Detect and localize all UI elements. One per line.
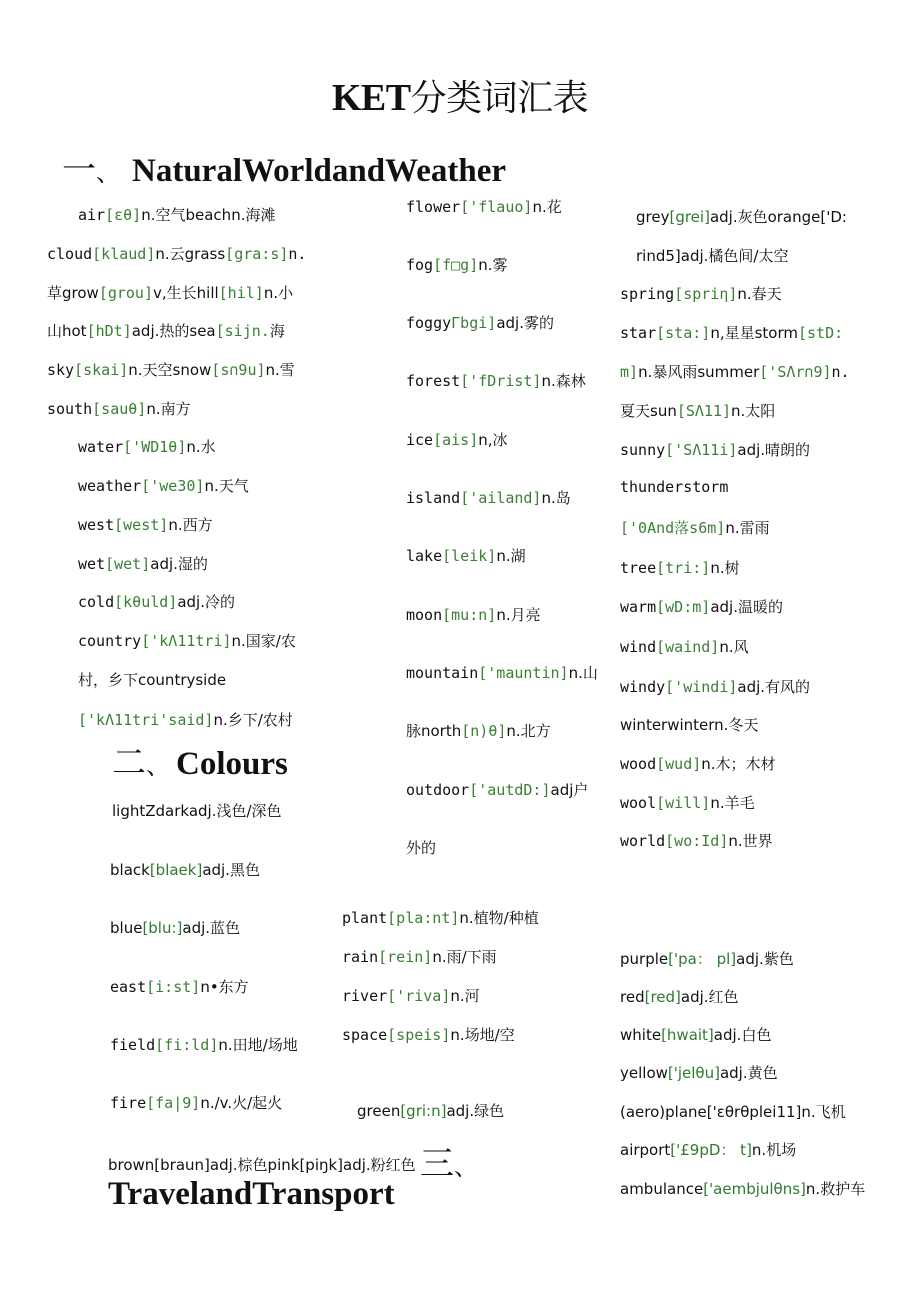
- entry-sunny: sunny['SΛ11i]adj.晴朗的: [620, 441, 811, 459]
- entry-countryside: 村，乡下countryside: [78, 671, 227, 689]
- entry-airport: airport['£9pD： t]n.机场: [620, 1141, 797, 1159]
- entry-foggy: foggyΓbgi]adj.雾的: [406, 314, 554, 332]
- entry-space: space[speis]n.场地/空: [342, 1026, 515, 1044]
- section-heading-colours: 二、 Colours: [112, 743, 288, 783]
- entry-weather: weather['we30]n.天气: [78, 477, 249, 495]
- entry-ice: ice[ais]n,冰: [406, 431, 508, 449]
- entry-wet: wet[wet]adj.湿的: [78, 555, 208, 573]
- entry-blue: blue[blu:]adj.蓝色: [110, 919, 241, 937]
- entry-sun: 夏天sun[SΛ11]n.太阳: [620, 402, 776, 420]
- entry-star: star[sta:]n,星星storm[stD:: [620, 324, 844, 342]
- page-title: KET分类词汇表: [331, 77, 589, 119]
- entry-lake: lake[leik]n.湖: [406, 547, 526, 565]
- entry-outdoor: outdoor['autdD:]adj户: [406, 781, 589, 799]
- section-heading-travel: TravelandTransport: [108, 1176, 395, 1212]
- entry-thunderstorm: thunderstorm: [620, 478, 729, 496]
- entry-windy: windy['windi]adj.有风的: [620, 678, 811, 696]
- entry-world: world[wo:Id]n.世界: [620, 832, 773, 850]
- entry-mountain: mountain['mauntin]n.山: [406, 664, 598, 682]
- entry-hot: 山hot[hDt]adj.热的sea[sijn.海: [47, 322, 285, 340]
- entry-purple: purple['pa： pl]adj.紫色: [620, 950, 794, 968]
- entry-island: island['ailand]n.岛: [406, 489, 571, 507]
- entry-cloud: cloud[klaud]n.云grass[gra:s]n.: [47, 245, 307, 263]
- entry-orange-cont: rind5]adj.橘色间/太空: [636, 247, 789, 265]
- entry-wool: wool[will]n.羊毛: [620, 794, 755, 812]
- entry-fire: fire[fa|9]n./v.火/起火: [110, 1094, 283, 1112]
- entry-river: river['riva]n.河: [342, 987, 480, 1005]
- entry-flower: flower['flauo]n.花: [406, 198, 562, 216]
- entry-black: black[blaek]adj.黑色: [110, 861, 260, 879]
- entry-yellow: yellow['jelθu]adj.黄色: [620, 1064, 778, 1082]
- entry-red: red[red]adj.红色: [620, 988, 739, 1006]
- section-heading-natural-world: 一、 NaturalWorldandWeather: [62, 150, 507, 190]
- section-heading-travel-num: 三、: [420, 1144, 478, 1184]
- entry-moon: moon[mu:n]n.月亮: [406, 606, 541, 624]
- entry-fog: fog[f□g]n.雾: [406, 256, 508, 274]
- entry-south: south[sauθ]n.南方: [47, 400, 191, 418]
- entry-west: west[west]n.西方: [78, 516, 213, 534]
- entry-countryside-phonetic: ['kΛ11tri'said]n.乡下/农村: [78, 711, 293, 729]
- entry-tree: tree[tri:]n.树: [620, 559, 740, 577]
- entry-field: field[fi:ld]n.田地/场地: [110, 1036, 298, 1054]
- entry-white: white[hwait]adj.白色: [620, 1026, 772, 1044]
- entry-forest: forest['fDrist]n.森林: [406, 372, 586, 390]
- entry-light-dark: lightZdarkadj.浅色/深色: [112, 802, 282, 820]
- entry-thunderstorm-phonetic: ['0And落s6m]n.雷雨: [620, 519, 770, 537]
- entry-brown-pink: brown[braun]adj.棕色pink[piŋk]adj.粉红色: [108, 1156, 416, 1174]
- entry-water: water['WD1θ]n.水: [78, 438, 216, 456]
- entry-spring: spring[spriη]n.春天: [620, 285, 782, 303]
- entry-ambulance: ambulance['aembjulθns]n.救护车: [620, 1180, 866, 1198]
- entry-outdoor-cont: 外的: [406, 839, 437, 857]
- entry-aeroplane: (aero)plane['ɛθrθplei11]n.飞机: [620, 1103, 846, 1121]
- entry-sky: sky[skai]n.天空snow[s∩9u]n.雪: [47, 361, 295, 379]
- entry-winter: winterwintern.冬天: [620, 716, 759, 734]
- entry-wind: wind[waind]n.风: [620, 638, 749, 656]
- entry-grey: grey[grei]adj.灰色orange['D:: [636, 208, 847, 226]
- entry-country: country['kΛ11tri]n.国家/农: [78, 632, 296, 650]
- entry-green: green[gri:n]adj.绿色: [357, 1102, 505, 1120]
- entry-grow: 草grow[grou]v,生长hill[hil]n.小: [47, 284, 294, 302]
- entry-plant: plant[pla:nt]n.植物/种植: [342, 909, 539, 927]
- entry-rain: rain[rein]n.雨/下雨: [342, 948, 497, 966]
- entry-north: 脉north[n)θ]n.北方: [406, 722, 551, 740]
- entry-wood: wood[wud]n.木；木材: [620, 755, 776, 773]
- entry-warm: warm[wD:m]adj.温暖的: [620, 598, 783, 616]
- entry-east: east[i:st]n•东方: [110, 978, 249, 996]
- entry-cold: cold[kθuld]adj.冷的: [78, 593, 235, 611]
- entry-air: air[ɛθ]n.空气beachn.海滩: [78, 206, 276, 224]
- entry-storm-summer: m]n.暴风雨summer['SΛr∩9]n.: [620, 363, 850, 381]
